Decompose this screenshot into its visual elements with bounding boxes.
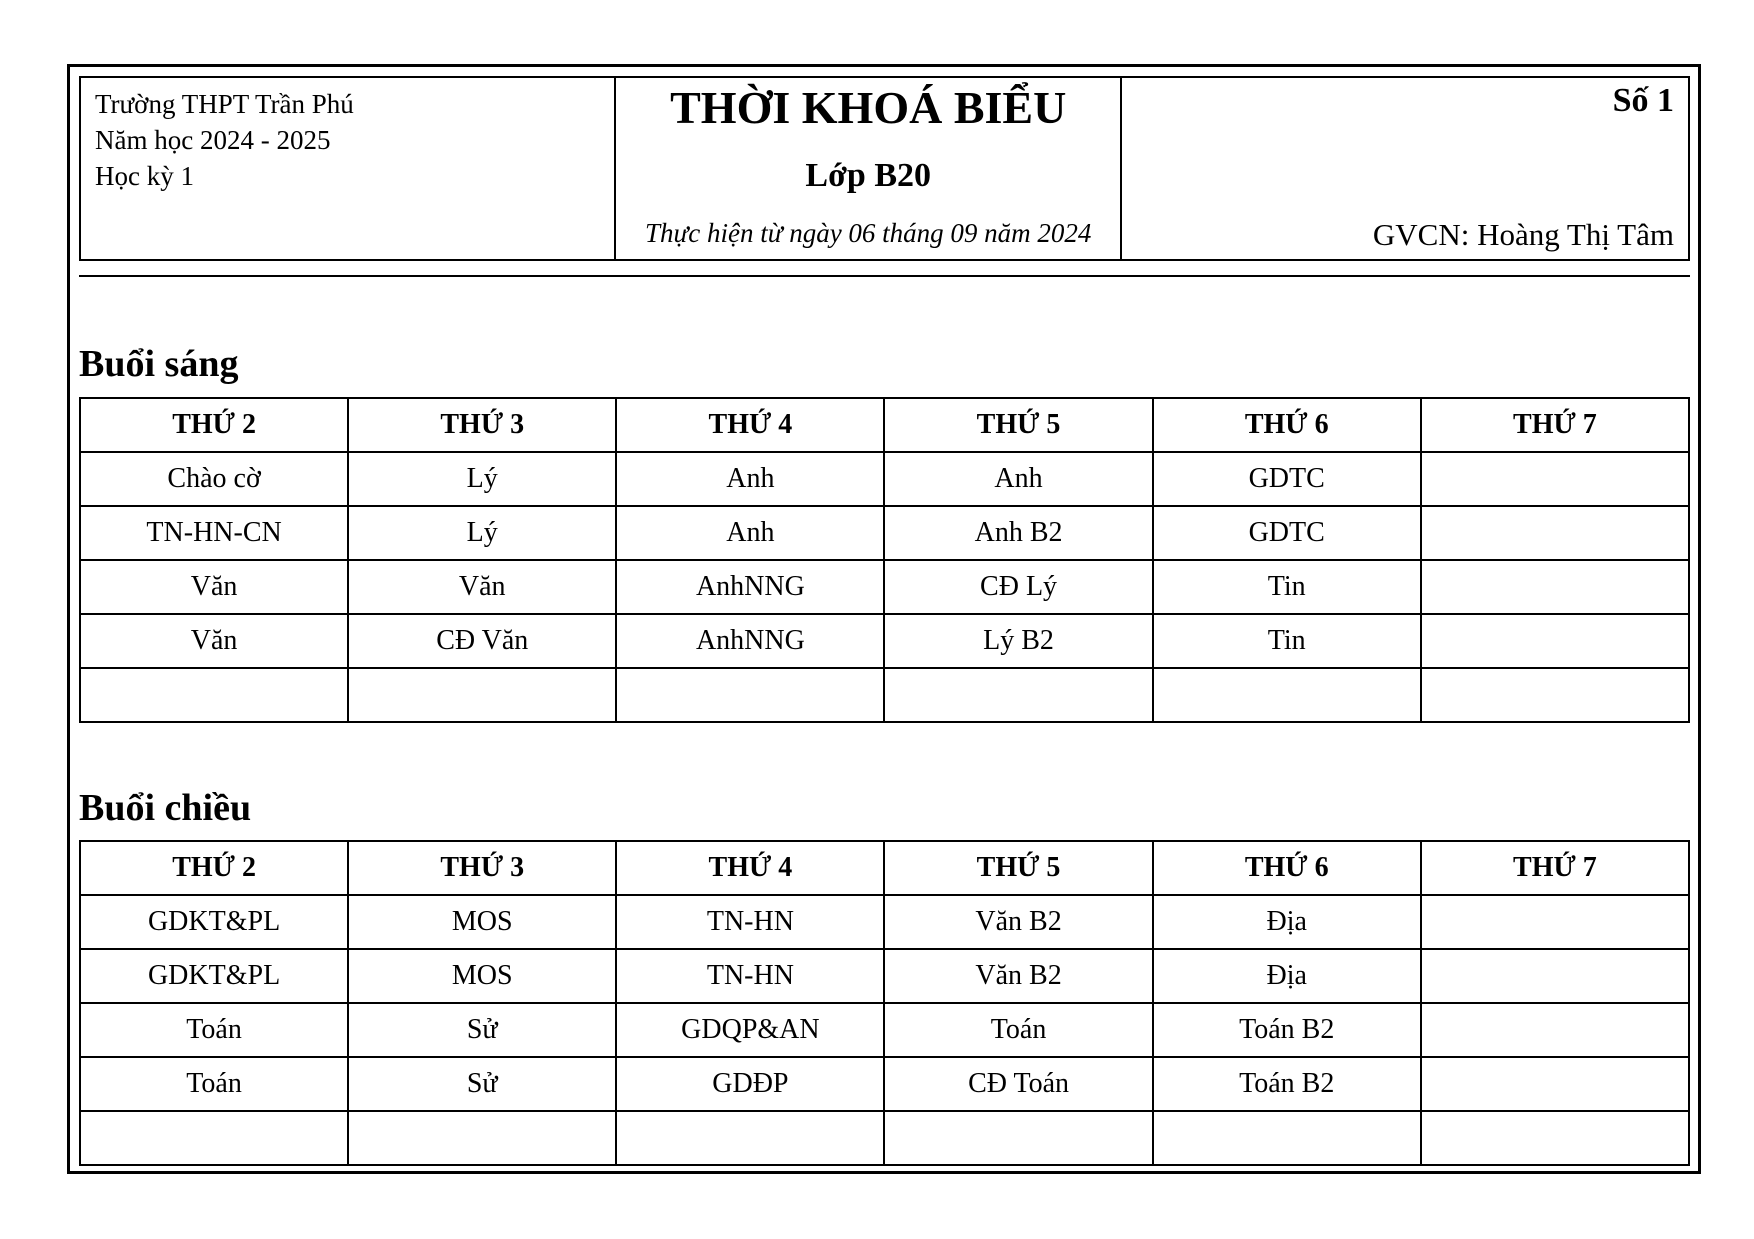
- timetable-cell: [348, 668, 616, 722]
- timetable-cell: GDQP&AN: [616, 1003, 884, 1057]
- timetable-cell: Văn B2: [884, 949, 1152, 1003]
- timetable-cell: [80, 1111, 348, 1165]
- timetable-cell: Văn: [348, 560, 616, 614]
- timetable-cell: [616, 1111, 884, 1165]
- afternoon-section-heading: Buổi chiều: [79, 786, 252, 829]
- school-name: Trường THPT Trần Phú: [95, 89, 354, 119]
- effective-date: Thực hiện từ ngày 06 tháng 09 năm 2024: [645, 217, 1092, 248]
- page-title: THỜI KHOÁ BIỂU: [670, 82, 1067, 133]
- day-header: THỨ 7: [1421, 398, 1689, 452]
- day-header-row: [80, 398, 1689, 452]
- timetable-cell: Tin: [1153, 614, 1421, 668]
- timetable-cell: Địa: [1153, 895, 1421, 949]
- page-content: [79, 76, 1690, 1166]
- timetable-cell: GDKT&PL: [80, 895, 348, 949]
- period-row: [80, 1057, 1689, 1111]
- timetable-cell: GDTC: [1153, 506, 1421, 560]
- timetable-cell: [1421, 614, 1689, 668]
- timetable-cell: Toán: [884, 1003, 1152, 1057]
- day-header: THỨ 6: [1153, 841, 1421, 895]
- day-header-row: [80, 841, 1689, 895]
- class-name: Lớp B20: [805, 157, 932, 195]
- timetable-cell: Lý: [348, 506, 616, 560]
- timetable-cell: Toán B2: [1153, 1003, 1421, 1057]
- homeroom-teacher: GVCN: Hoàng Thị Tâm: [1372, 217, 1674, 252]
- title-cell: [616, 78, 1122, 259]
- timetable-cell: [1421, 949, 1689, 1003]
- divider-rule: [79, 275, 1690, 277]
- timetable-cell: [616, 668, 884, 722]
- timetable-cell: Lý B2: [884, 614, 1152, 668]
- timetable-cell: GDĐP: [616, 1057, 884, 1111]
- timetable-cell: CĐ Lý: [884, 560, 1152, 614]
- timetable-cell: Chào cờ: [80, 452, 348, 506]
- timetable-cell: CĐ Toán: [884, 1057, 1152, 1111]
- timetable-cell: Văn: [80, 614, 348, 668]
- period-row: [80, 949, 1689, 1003]
- school-year: Năm học 2024 - 2025: [95, 125, 331, 155]
- timetable-cell: Địa: [1153, 949, 1421, 1003]
- school-info-cell: [81, 78, 616, 259]
- sheet-number: Số 1: [1612, 82, 1674, 119]
- timetable-cell: [1421, 1057, 1689, 1111]
- morning-section-heading: Buổi sáng: [79, 343, 239, 385]
- timetable-cell: GDTC: [1153, 452, 1421, 506]
- timetable-cell: AnhNNG: [616, 560, 884, 614]
- timetable-cell: Sử: [348, 1057, 616, 1111]
- semester: Học kỳ 1: [95, 161, 194, 191]
- timetable-cell: [1421, 895, 1689, 949]
- timetable-cell: [1153, 668, 1421, 722]
- day-header: THỨ 2: [80, 841, 348, 895]
- day-header: THỨ 5: [884, 841, 1152, 895]
- timetable-cell: [1421, 452, 1689, 506]
- period-row: [80, 560, 1689, 614]
- period-row: [80, 668, 1689, 722]
- timetable-cell: MOS: [348, 949, 616, 1003]
- timetable-cell: Anh: [884, 452, 1152, 506]
- timetable-cell: [1153, 1111, 1421, 1165]
- day-header: THỨ 6: [1153, 398, 1421, 452]
- period-row: [80, 1111, 1689, 1165]
- timetable-cell: Toán B2: [1153, 1057, 1421, 1111]
- timetable-cell: [884, 1111, 1152, 1165]
- timetable-cell: [80, 668, 348, 722]
- period-row: [80, 452, 1689, 506]
- timetable-cell: MOS: [348, 895, 616, 949]
- timetable-cell: [1421, 1003, 1689, 1057]
- period-row: [80, 1003, 1689, 1057]
- timetable-cell: [348, 1111, 616, 1165]
- header-box: [79, 76, 1690, 261]
- timetable-cell: Văn: [80, 560, 348, 614]
- day-header: THỨ 3: [348, 398, 616, 452]
- timetable-cell: Sử: [348, 1003, 616, 1057]
- timetable-cell: [884, 668, 1152, 722]
- timetable-cell: [1421, 668, 1689, 722]
- page-border: [67, 64, 1701, 1174]
- meta-cell: [1122, 78, 1688, 259]
- timetable-cell: Tin: [1153, 560, 1421, 614]
- day-header: THỨ 4: [616, 398, 884, 452]
- afternoon-table: [79, 840, 1690, 1166]
- period-row: [80, 614, 1689, 668]
- timetable-cell: Toán: [80, 1057, 348, 1111]
- day-header: THỨ 4: [616, 841, 884, 895]
- timetable-cell: [1421, 1111, 1689, 1165]
- timetable-cell: Toán: [80, 1003, 348, 1057]
- period-row: [80, 895, 1689, 949]
- timetable-cell: TN-HN: [616, 949, 884, 1003]
- timetable-cell: AnhNNG: [616, 614, 884, 668]
- timetable-cell: Văn B2: [884, 895, 1152, 949]
- timetable-cell: Anh B2: [884, 506, 1152, 560]
- timetable-cell: CĐ Văn: [348, 614, 616, 668]
- day-header: THỨ 5: [884, 398, 1152, 452]
- timetable-cell: Anh: [616, 452, 884, 506]
- day-header: THỨ 3: [348, 841, 616, 895]
- day-header: THỨ 2: [80, 398, 348, 452]
- timetable-cell: TN-HN-CN: [80, 506, 348, 560]
- timetable-cell: [1421, 506, 1689, 560]
- timetable-cell: [1421, 560, 1689, 614]
- morning-table: [79, 397, 1690, 723]
- day-header: THỨ 7: [1421, 841, 1689, 895]
- timetable-cell: Lý: [348, 452, 616, 506]
- timetable-cell: TN-HN: [616, 895, 884, 949]
- timetable-cell: GDKT&PL: [80, 949, 348, 1003]
- timetable-cell: Anh: [616, 506, 884, 560]
- period-row: [80, 506, 1689, 560]
